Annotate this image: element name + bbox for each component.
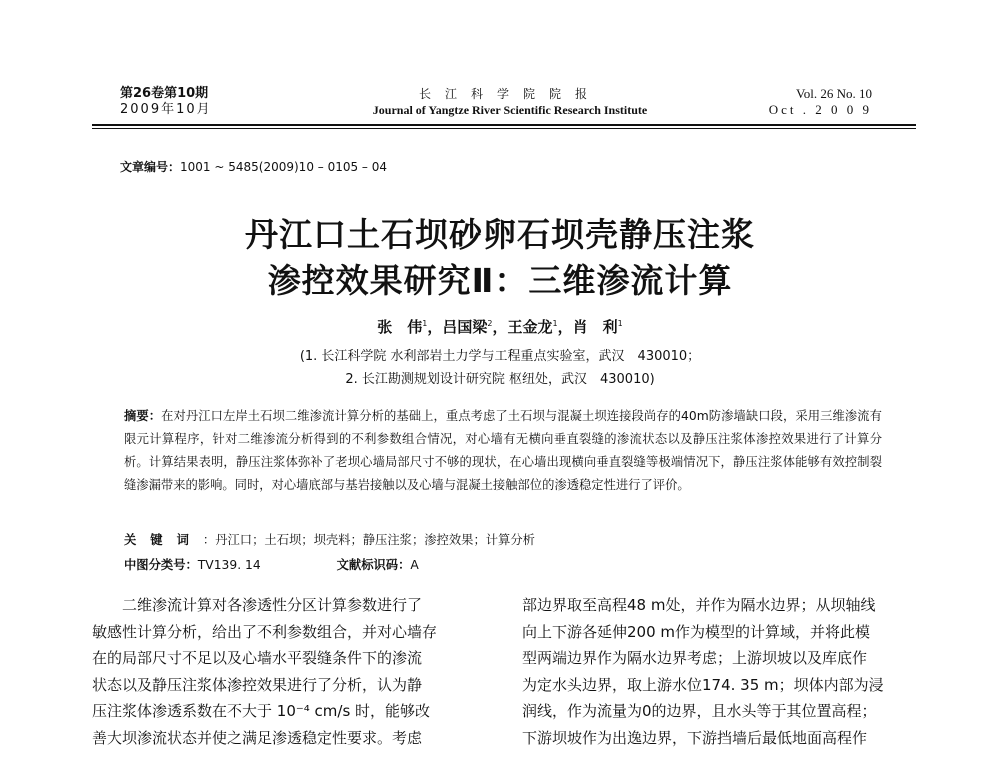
body-line: 在的局部尺寸不足以及心墙水平裂缝条件下的渗流 <box>92 649 423 667</box>
keywords-text: ：丹江口；土石坝；坝壳料；静压注浆；渗控效果；计算分析 <box>202 533 535 547</box>
body-line: 压注浆体渗透系数在不大于 10⁻⁴ cm/s 时，能够改 <box>92 702 431 720</box>
article-number-value: 1001 ~ 5485(2009)10 – 0105 – 04 <box>180 160 388 174</box>
body-line: 敏感性计算分析，给出了不利参数组合，并对心墙存 <box>92 622 438 641</box>
body-line: 型两端边界作为隔水边界考虑；上游坝坡以及库底作 <box>522 649 868 667</box>
journal-issue <box>120 86 212 118</box>
document-code-value: A <box>410 558 419 572</box>
body-line: 润线，作为流量为0的边界，且水头等于其位置高程； <box>522 702 877 720</box>
issue-date: 2009年10月 <box>120 102 212 117</box>
author: 张 伟 <box>377 318 423 336</box>
abstract <box>124 405 882 497</box>
article-number-label: 文章编号： <box>120 160 181 174</box>
header-rule-thin <box>92 128 916 129</box>
clc-label: 中图分类号： <box>124 558 198 572</box>
author-affiliation-mark: 1 <box>552 319 558 328</box>
clc-value: TV139. 14 <box>197 558 261 572</box>
body-column-right <box>522 592 914 751</box>
article-number <box>120 158 387 175</box>
paper-title <box>100 212 900 304</box>
author: 肖 利 <box>572 318 618 336</box>
title-line-1: 丹江口土石坝砂卵石坝壳静压注浆 <box>245 215 755 254</box>
abstract-label: 摘要： <box>124 409 162 423</box>
journal-name <box>300 86 720 118</box>
body-line: 为定水头边界，取上游水位174. 35 m；坝体内部为浸 <box>522 675 884 694</box>
author-list: 张 伟$^1$，吕国梁$^2$，王金龙$^1$，肖 利$^1$ <box>377 318 623 336</box>
volume-issue: 第26卷第10期 <box>120 86 209 101</box>
abstract-text: 在对丹江口左岸土石坝二维渗流计算分析的基础上，重点考虑了土石坝与混凝土坝连接段尚存的40m防渗墙缺口段，采用三维渗流有限元计算程序，针对二维渗流分析得到的不利参数组合情况，对心墙有无横向垂直裂缝的渗流状态以及静压注浆体渗控效果进行了计算分析。计算结果表明，静压注浆体弥补了老坝心墙局部尺寸不够的现状，在心墙出现横向垂直裂缝等极端情况下，静压注浆体能够有效控制裂缝渗漏带来的影响。同时，对心墙底部与基岩接触以及心墙与混凝土接触部位的渗透稳定性进行了评价。 <box>124 409 882 492</box>
body-line: 善大坝渗流状态并使之满足渗透稳定性要求。考虑 <box>92 728 423 747</box>
journal-name-en: Journal of Yangtze River Scientific Research Institute <box>372 103 648 117</box>
title-line-2: 渗控效果研究Ⅱ：三维渗流计算 <box>267 261 733 300</box>
issue-date-en: Oct . 2 0 0 9 <box>768 102 872 117</box>
body-line: 部边界取至高程48 m处，并作为隔水边界；从坝轴线 <box>522 596 876 614</box>
body-line: 向上下游各延伸200 m作为模型的计算域，并将此模 <box>522 622 871 641</box>
document-code-label: 文献标识码： <box>336 558 411 572</box>
classification-line <box>124 555 419 573</box>
affiliation-2: 2. 长江勘测规划设计研究院 枢纽处，武汉 430010) <box>345 372 655 387</box>
author-affiliation-mark: 1 <box>422 319 428 328</box>
body-line: 状态以及静压注浆体渗控效果进行了分析，认为静 <box>92 675 423 694</box>
header-rule-thick <box>92 124 916 126</box>
author: 王金龙 <box>507 318 553 336</box>
keywords <box>124 530 535 548</box>
author-affiliation-mark: 1 <box>617 319 623 328</box>
body-column-left <box>92 592 484 751</box>
body-line: 下游坝坡作为出逸边界，下游挡墙后最低地面高程作 <box>522 728 868 747</box>
body-line: 二维渗流计算对各渗透性分区计算参数进行了 <box>122 596 423 614</box>
volume-number: Vol. 26 No. 10 <box>796 86 872 101</box>
author-affiliation-mark: 2 <box>487 319 493 328</box>
journal-volume-en <box>769 86 872 118</box>
keywords-label: 关键词 <box>124 533 203 547</box>
journal-name-cn: 长江科学院院报 <box>418 87 601 101</box>
author: 吕国梁 <box>442 318 488 336</box>
affiliation-1: (1. 长江科学院 水利部岩土力学与工程重点实验室，武汉 430010； <box>299 349 701 364</box>
